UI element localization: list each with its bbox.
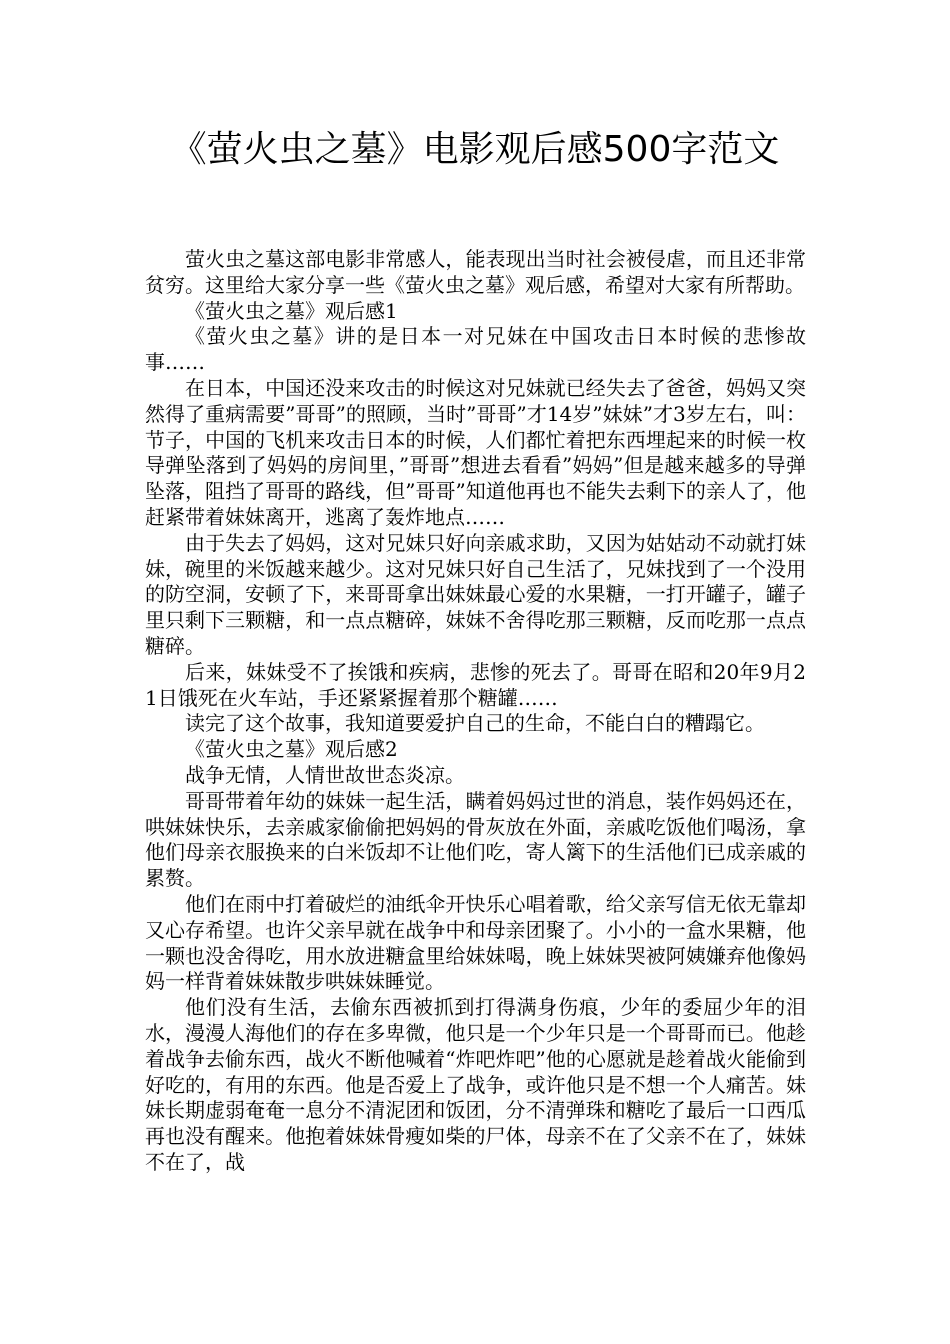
section-heading-2: 《萤火虫之墓》观后感2: [185, 737, 398, 762]
document-title: 《萤火虫之墓》电影观后感500字范文: [170, 129, 780, 170]
paragraph: 他们没有生活，去偷东西被抓到打得满身伤痕，少年的委屈少年的泪水，漫漫人海他们的存在多卑微，他只是一个少年只是一个哥哥而已。他趁着战争去偷东西，战火不断他喊着“炸吧炸吧”他的心愿就是趁着战火能偷到好吃的，有用的东西。他是否爱上了战争，或许他只是不想一个人痛苦。妹妹长期虚弱奄奄一息分不清泥团和饭团，分不清弹珠和糖吃了最后一口西瓜再也没有醒来。他抱着妹妹骨瘦如柴的尸体，母亲不在了父亲不在了，妹妹不在了，战: [145, 995, 806, 1174]
paragraph: 读完了这个故事，我知道要爱护自己的生命，不能白白的糟蹋它。: [185, 711, 765, 736]
document-body: [145, 247, 806, 1176]
paragraph: 《萤火虫之墓》讲的是日本一对兄妹在中国攻击日本时候的悲惨故事……: [145, 324, 806, 375]
paragraph: 由于失去了妈妈，这对兄妹只好向亲戚求助，又因为姑姑动不动就打妹妹，碗里的米饭越来越少。这对兄妹只好自己生活了，兄妹找到了一个没用的防空洞，安顿了下，来哥哥拿出妹妹最心爱的水果糖，一打开罐子，罐子里只剩下三颗糖，和一点点糖碎，妹妹不舍得吃那三颗糖，反而吃那一点点糖碎。: [145, 530, 806, 658]
paragraph: 战争无情，人情世故世态炎凉。: [185, 762, 465, 787]
section-heading-1: 《萤火虫之墓》观后感1: [185, 298, 398, 323]
paragraph: 他们在雨中打着破烂的油纸伞开快乐心唱着歌，给父亲写信无依无靠却又心存希望。也许父亲早就在战争中和母亲团聚了。小小的一盒水果糖，他一颗也没舍得吃，用水放进糖盒里给妹妹喝，晚上妹妹哭被阿姨嫌弃他像妈妈一样背着妹妹散步哄妹妹睡觉。: [145, 891, 806, 994]
paragraph: 在日本，中国还没来攻击的时候这对兄妹就已经失去了爸爸，妈妈又突然得了重病需要”哥哥”的照顾，当时”哥哥”才14岁”妹妹”才3岁左右，叫：节子，中国的飞机来攻击日本的时候，人们都忙着把东西埋起来的时候一枚导弹坠落到了妈妈的房间里，”哥哥”想进去看看”妈妈”但是越来越多的导弹坠落，阻挡了哥哥的路线，但”哥哥”知道他再也不能失去剩下的亲人了，他赶紧带着妹妹离开，逃离了轰炸地点……: [145, 375, 806, 529]
paragraph: 哥哥带着年幼的妹妹一起生活，瞒着妈妈过世的消息，装作妈妈还在，哄妹妹快乐，去亲戚家偷偷把妈妈的骨灰放在外面，亲戚吃饭他们喝汤，拿他们母亲衣服换来的白米饭却不让他们吃，寄人篱下的生活他们已成亲戚的累赘。: [145, 788, 806, 891]
paragraph-intro: 萤火虫之墓这部电影非常感人，能表现出当时社会被侵虐，而且还非常贫穷。这里给大家分享一些《萤火虫之墓》观后感，希望对大家有所帮助。: [145, 247, 806, 297]
paragraph: 后来，妹妹受不了挨饿和疾病，悲惨的死去了。哥哥在昭和20年9月21日饿死在火车站，手还紧紧握着那个糖罐……: [145, 659, 806, 710]
